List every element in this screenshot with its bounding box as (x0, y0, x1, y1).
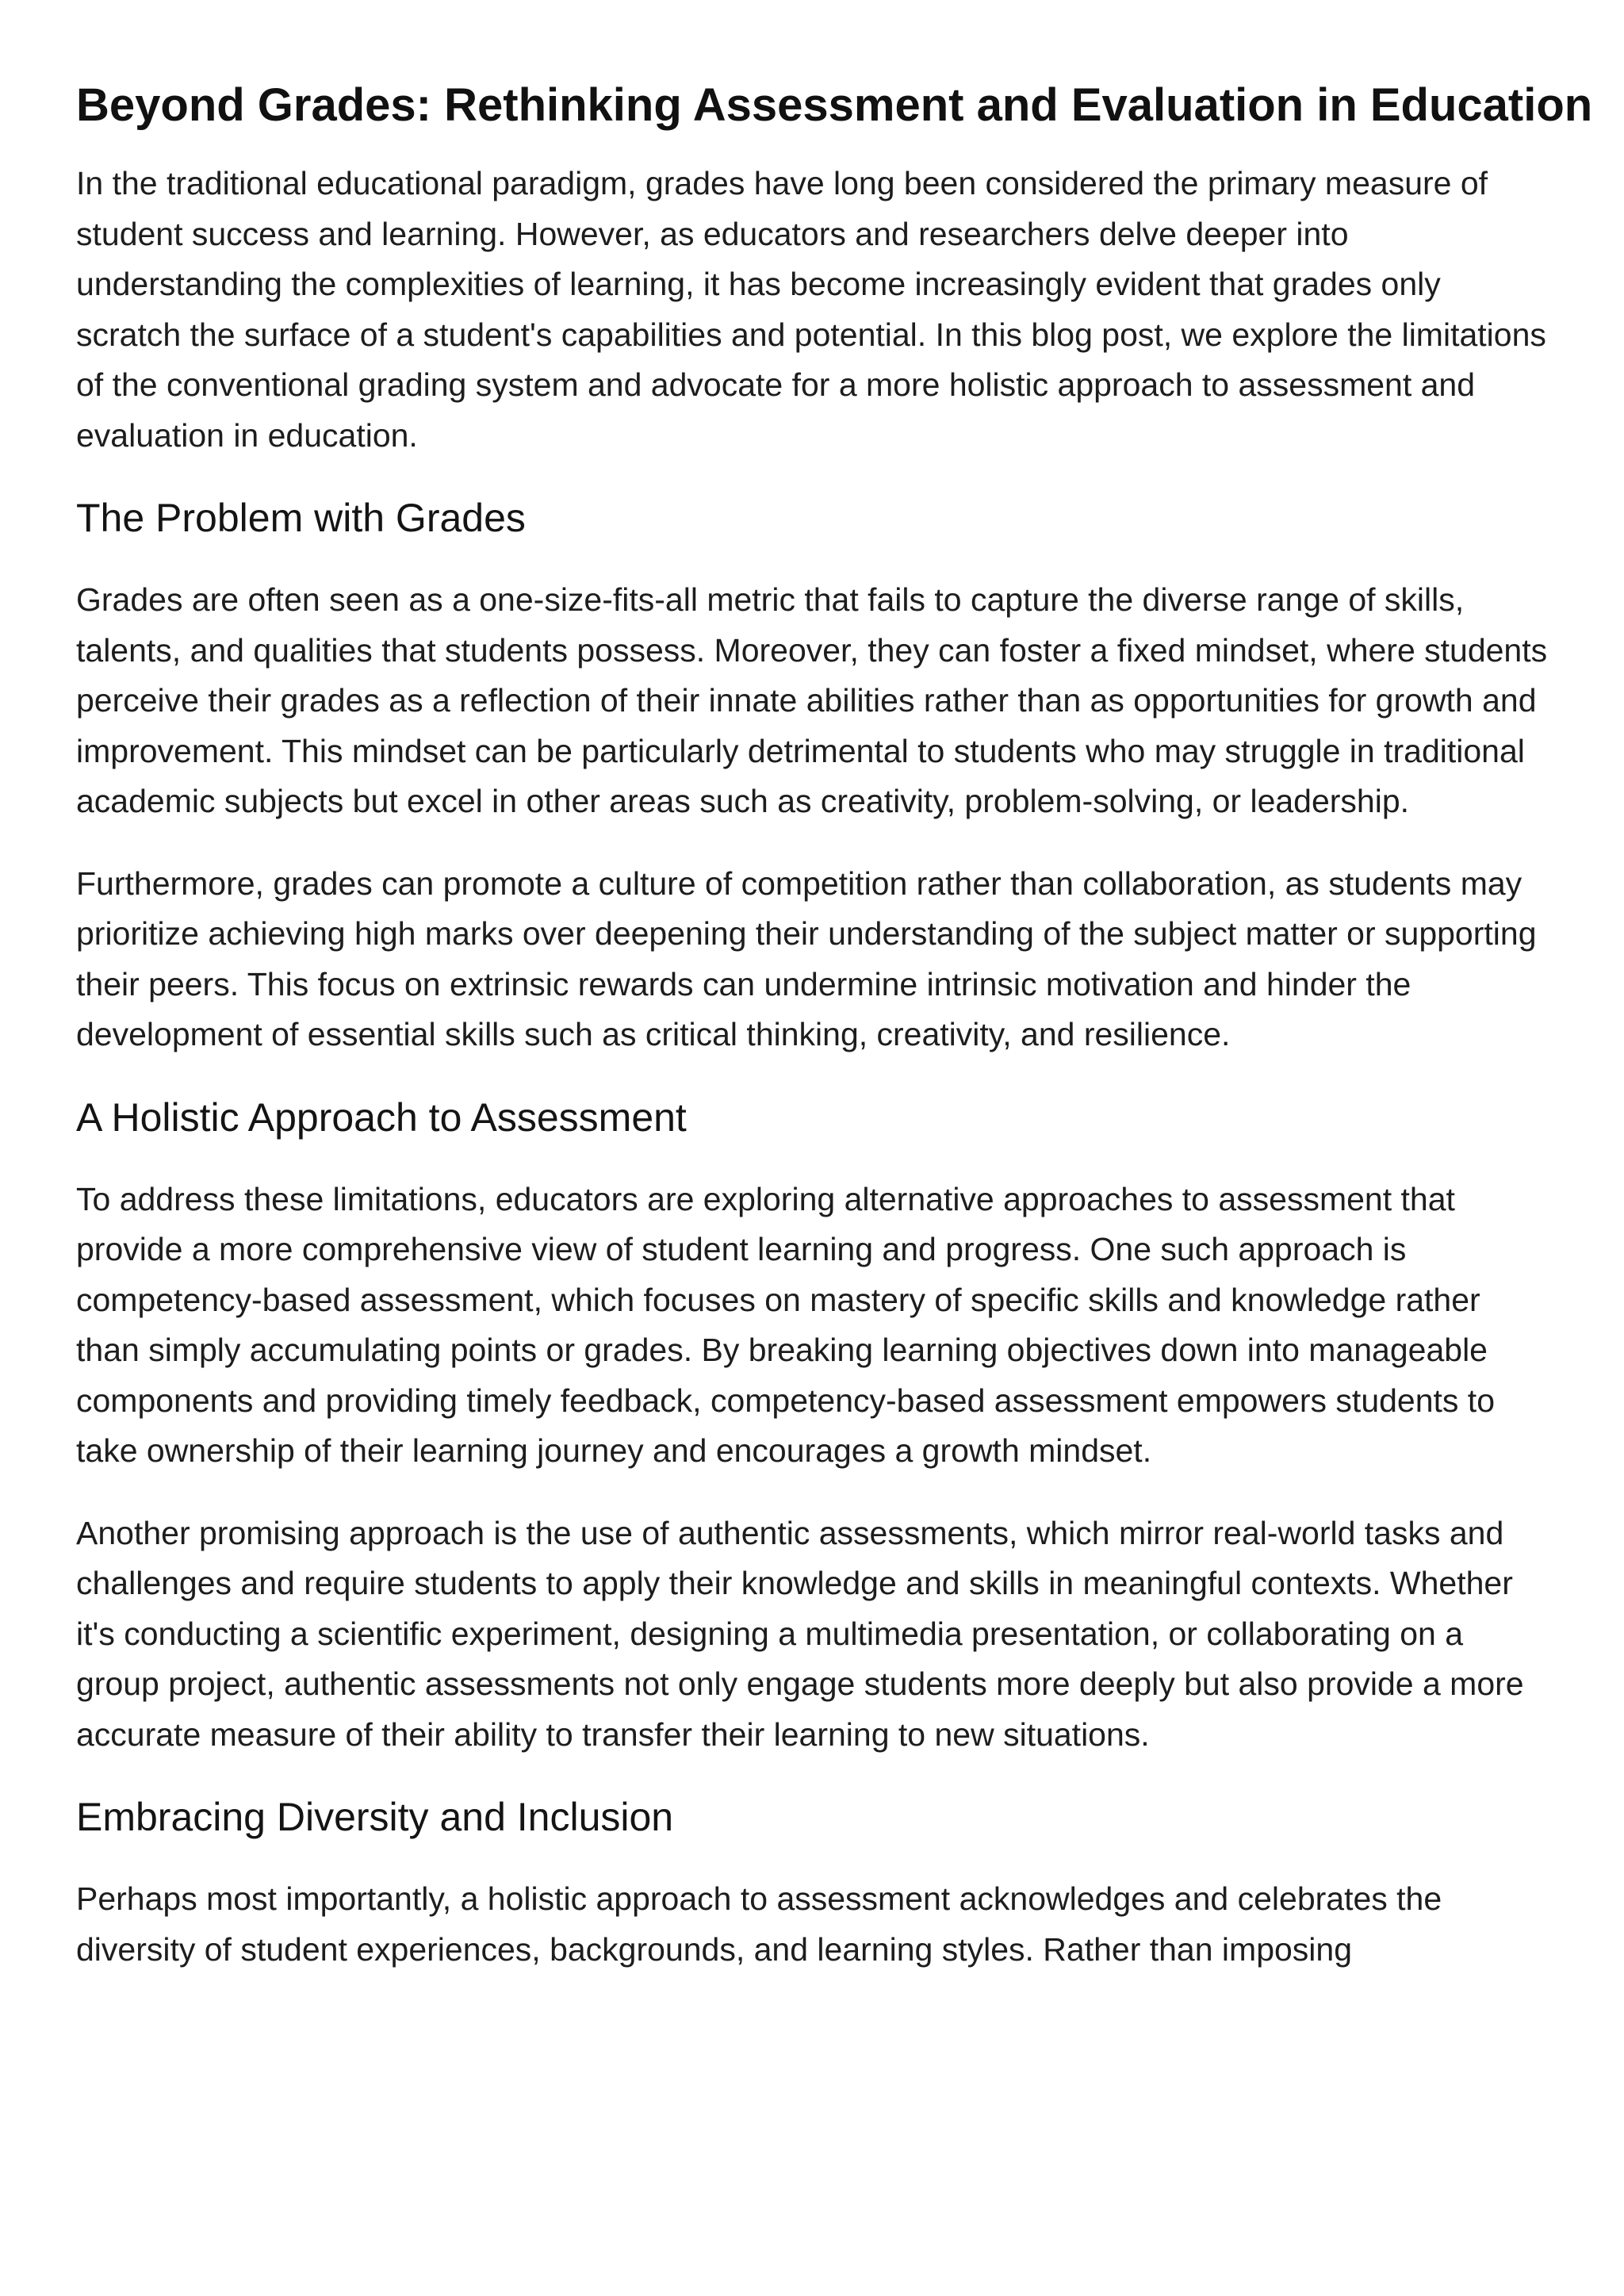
section-heading-diversity-inclusion: Embracing Diversity and Inclusion (76, 1795, 674, 1839)
section-2-paragraph-2: Another promising approach is the use of authentic assessments, which mirror real-world tasks and challenges and require students to apply their knowledge and skills in meaningful contexts. Whether it's conducting a scientific experiment, designing a multimedia presentation, or collaborating on a group project, authentic assessments not only engage students more deeply but also provide a more accurate measure of their ability to transfer their learning to new situations. (76, 1514, 1524, 1753)
section-heading-problem-with-grades: The Problem with Grades (76, 496, 526, 540)
intro-paragraph: In the traditional educational paradigm, grades have long been considered the primary measure of student success and learning. However, as educators and researchers delve deeper into understanding the complexities of learning, it has become increasingly evident that grades only scratch the surface of a student's capabilities and potential. In this blog post, we explore the limitations of the conventional grading system and advocate for a more holistic approach to assessment and evaluation in education. (76, 165, 1546, 454)
section-1-paragraph-2: Furthermore, grades can promote a culture of competition rather than collaboration, as students may prioritize achieving high marks over deepening their understanding of the subject matter or supporting their peers. This focus on extrinsic rewards can undermine intrinsic motivation and hinder the development of essential skills such as critical thinking, creativity, and resilience. (76, 864, 1537, 1052)
article-title: Beyond Grades: Rethinking Assessment and Evaluation in Education (76, 79, 1593, 131)
section-2-paragraph-1: To address these limitations, educators are exploring alternative approaches to assessment that provide a more comprehensive view of student learning and progress. One such approach is competency-based assessment, which focuses on mastery of specific skills and knowledge rather than simply accumulating points or grades. By breaking learning objectives down into manageable components and providing timely feedback, competency-based assessment empowers students to take ownership of their learning journey and encourages a growth mindset. (76, 1180, 1496, 1469)
section-3-paragraph-1: Perhaps most importantly, a holistic approach to assessment acknowledges and celebrates the diversity of student experiences, backgrounds, and learning styles. Rather than imposing (76, 1880, 1442, 1968)
section-1-paragraph-1: Grades are often seen as a one-size-fits-all metric that fails to capture the diverse range of skills, talents, and qualities that students possess. Moreover, they can foster a fixed mindset, where students perceive their grades as a reflection of their innate abilities rather than as opportunities for growth and improvement. This mindset can be particularly detrimental to students who may struggle in traditional academic subjects but excel in other areas such as creativity, problem-solving, or leadership. (76, 581, 1548, 819)
section-heading-holistic-approach: A Holistic Approach to Assessment (76, 1094, 687, 1140)
